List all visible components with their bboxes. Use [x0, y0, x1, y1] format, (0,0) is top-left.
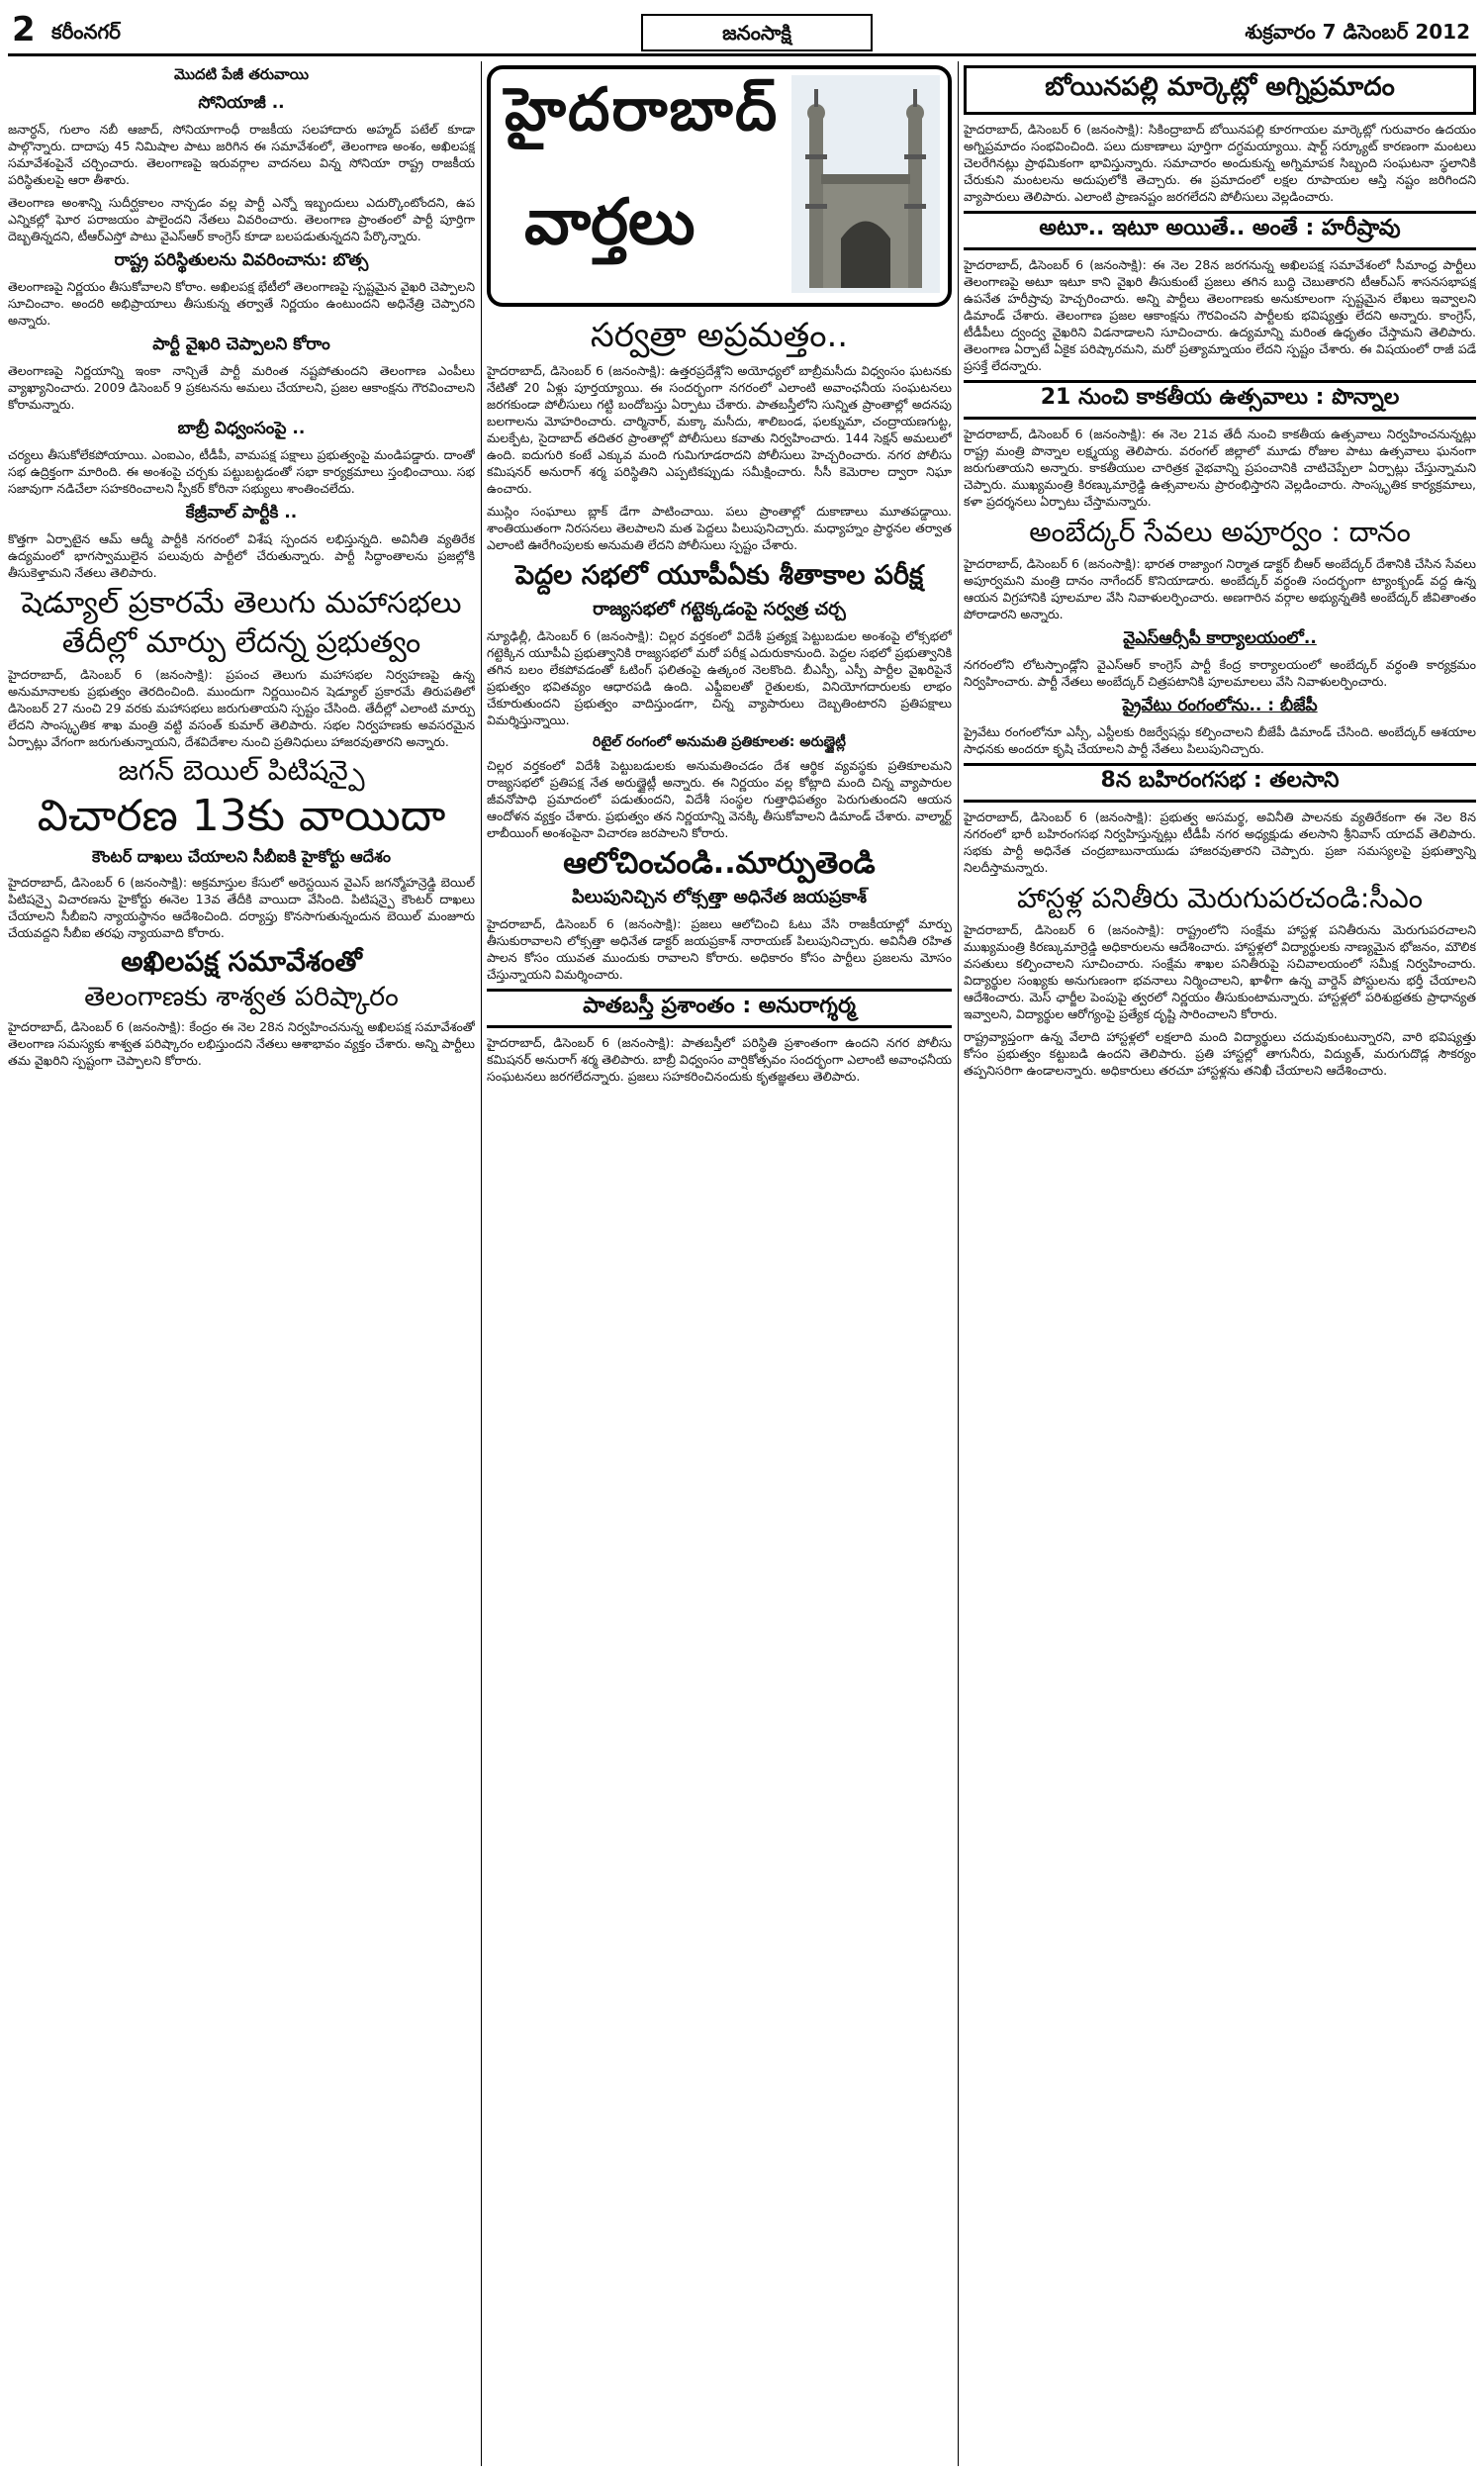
story-subhead: బాబ్రీ విధ్వంసంపై ..	[177, 419, 306, 438]
story-body: హైదరాబాద్, డిసెంబర్ 6 (జనంసాక్షి): ప్రజలు ఆలోచించి ఓటు వేసి రాజకీయాల్లో మార్పు తీసుకురావాలని లోక్సత్తా అధినేత డాక్టర్ జయప్రకాశ్ నారాయణ్ పిలుపునిచ్చారు. అవినీతి రహిత పాలన కోసం యువత ముందుకు రావాలని కోరారు. అధికారం కోసం పార్టీలు ప్రజలను మోసం చేస్తున్నాయని విమర్శించారు.	[487, 916, 952, 982]
story-body: నగరంలోని లోటస్పాండ్లోని వైఎస్ఆర్ కాంగ్రెస్ పార్టీ కేంద్ర కార్యాలయంలో అంబేద్కర్ వర్ధంతి కార్యక్రమం నిర్వహించారు. పార్టీ నేతలు అంబేద్కర్ చిత్రపటానికి పూలమాలలు వేసి నివాళులర్పించారు.	[964, 657, 1476, 689]
story-body: హైదరాబాద్, డిసెంబర్ 6 (జనంసాక్షి): రాష్ట్రంలోని సంక్షేమ హాస్టళ్ల పనితీరును మెరుగుపరచాలని ముఖ్యమంత్రి కిరణ్కుమార్రెడ్డి అధికారులను ఆదేశించారు. హాస్టళ్లలో విద్యార్థులకు నాణ్యమైన భోజనం, మౌలిక వసతులు కల్పించాలని సూచించారు. సంక్షేమ శాఖల పనితీరుపై సచివాలయంలో సమీక్ష నిర్వహించారు. విద్యార్థుల సంఖ్యకు అనుగుణంగా భవనాలు నిర్మించాలని, ఖాళీగా ఉన్న వార్డెన్ పోస్టులను భర్తీ చేయాలని ఆదేశించారు. మెస్ ఛార్జీల పెంపుపై త్వరలో నిర్ణయం తీసుకుంటామన్నారు. హాస్టళ్లలో పరిశుభ్రతకు ప్రాధాన్యత ఇవ్వాలని, విద్యార్థుల ఆరోగ్యంపై ప్రత్యేక దృష్టి సారించాలని కోరారు.	[964, 922, 1476, 1021]
story-body: తెలంగాణ అంశాన్ని సుదీర్ఘకాలం నాన్చడం వల్ల పార్టీ ఎన్నో ఇబ్బందులు ఎదుర్కొంటోందని, ఉప ఎన్నికల్లో ఘోర పరాజయం పాలైందని నేతలు వివరించారు. తెలంగాణ ప్రాంతంలో పార్టీ పూర్తిగా దెబ్బతిన్నదని, టీఆర్ఎస్తో పాటు వైఎస్ఆర్ కాంగ్రెస్ కూడా బలపడుతున్నదని పేర్కొన్నారు.	[8, 195, 475, 243]
story-body: హైదరాబాద్, డిసెంబర్ 6 (జనంసాక్షి): భారత రాజ్యాంగ నిర్మాత డాక్టర్ బీఆర్ అంబేద్కర్ దేశానికి చేసిన సేవలు అపూర్వమని మంత్రి దానం నాగేందర్ కొనియాడారు. అంబేద్కర్ వర్ధంతి సందర్భంగా ట్యాంక్బండ్ వద్ద ఉన్న ఆయన విగ్రహానికి పూలమాల వేసి నివాళులర్పించారు. అణగారిన వర్గాల అభ్యున్నతికి అంబేద్కర్ జీవితాంతం పోరాడారని అన్నారు.	[964, 556, 1476, 621]
story-subhead: రాష్ట్ర పరిస్థితులను వివరించాను: బొత్స	[114, 250, 369, 270]
headline-jp: ఆలోచించండి..మార్పుతెండి	[563, 846, 876, 881]
story-body: న్యూఢిల్లీ, డిసెంబర్ 6 (జనంసాక్షి): చిల్లర వర్తకంలో విదేశీ ప్రత్యక్ష పెట్టుబడుల అంశంపై లోక్సభలో గట్టెక్కిన యూపీఏ ప్రభుత్వానికి రాజ్యసభలో మరో పరీక్ష ఎదురుకానుంది. పెద్దల సభలో ప్రభుత్వానికి తగిన బలం లేకపోవడంతో ఓటింగ్ ఫలితంపై ఉత్కంఠ నెలకొంది. బీఎస్పీ, ఎస్పీ పార్టీల వైఖరిపైనే ప్రభుత్వం భవితవ్యం ఆధారపడి ఉంది. ఎఫ్డీఐలతో రైతులకు, వినియోగదారులకు లాభం చేకూరుతుందని ప్రభుత్వం వాదిస్తుండగా, చిన్న వ్యాపారులు దెబ్బతింటారని ప్రతిపక్షాలు విమర్శిస్తున్నాయి.	[487, 628, 952, 727]
headline-kakatiya: 21 నుంచి కాకతీయ ఉత్సవాలు : పొన్నాల	[964, 380, 1476, 420]
story-body: హైదరాబాద్, డిసెంబర్ 6 (జనంసాక్షి): ప్రభుత్వ అసమర్థ, అవినీతి పాలనకు వ్యతిరేకంగా ఈ నెల 8న నగరంలో భారీ బహిరంగసభ నిర్వహిస్తున్నట్లు టీడీపీ నగర అధ్యక్షుడు తలసాని శ్రీనివాస్ యాదవ్ తెలిపారు. సభకు పార్టీ అధినేత చంద్రబాబునాయుడు హాజరవుతారని చెప్పారు. ప్రజా సమస్యలపై ప్రభుత్వాన్ని నిలదీస్తామన్నారు.	[964, 809, 1476, 875]
story-deck: పిలుపునిచ్చిన లోక్సత్తా అధినేత జయప్రకాశ్	[572, 887, 867, 907]
story-deck: రాజ్యసభలో గట్టెక్కడంపై సర్వత్ర చర్చ	[593, 599, 846, 619]
headline-sarvatra: సర్వత్రా అప్రమత్తం..	[590, 316, 849, 355]
story-body: రాష్ట్రవ్యాప్తంగా ఉన్న వేలాది హాస్టళ్లలో లక్షలాది మంది విద్యార్థులు చదువుకుంటున్నారని, వారి భవిష్యత్తు కోసం ప్రభుత్వం కట్టుబడి ఉందని తెలిపారు. ప్రతి హాస్టల్లో తాగునీరు, విద్యుత్, మరుగుదొడ్ల సౌకర్యం తప్పనిసరిగా ఉండాలన్నారు. అధికారులు తరచూ హాస్టళ్లను తనిఖీ చేయాలని ఆదేశించారు.	[964, 1029, 1476, 1078]
charminar-icon	[791, 75, 940, 293]
issue-date: శుక్రవారం 7 డిసెంబర్ 2012	[1245, 20, 1470, 44]
page-number: 2	[12, 10, 36, 49]
story-body: హైదరాబాద్, డిసెంబర్ 6 (జనంసాక్షి): ప్రపంచ తెలుగు మహాసభల నిర్వహణపై ఉన్న అనుమానాలకు ప్రభుత్వం తెరదించింది. ముందుగా నిర్ణయించిన షెడ్యూల్ ప్రకారమే తిరుపతిలో డిసెంబర్ 27 నుంచి 29 వరకు మహాసభలు జరుగుతాయని స్పష్టం చేసింది. తేదీల్లో ఎలాంటి మార్పు లేదని సాంస్కృతిక శాఖ మంత్రి వట్టి వసంత్ కుమార్ తెలిపారు. సభల నిర్వహణకు అవసరమైన ఏర్పాట్లు వేగంగా జరుగుతున్నాయని, దేశవిదేశాల నుంచి ప్రతినిధులు హాజరవుతారని అన్నారు.	[8, 667, 475, 749]
headline-hostels: హాస్టళ్ల పనితీరు మెరుగుపరచండి:సీఎం	[1016, 882, 1424, 914]
headline-telugu-sabhalu-2: తేదీల్లో మార్పు లేదన్న ప్రభుత్వం	[61, 625, 421, 660]
story-body: హైదరాబాద్, డిసెంబర్ 6 (జనంసాక్షి): కేంద్రం ఈ నెల 28న నిర్వహించనున్న అఖిలపక్ష సమావేశంతో తెలంగాణ సమస్యకు శాశ్వత పరిష్కారం లభిస్తుందని నేతలు ఆశాభావం వ్యక్తం చేశారు. అన్ని పార్టీలు తమ వైఖరిని స్పష్టంగా చెప్పాలని కోరారు.	[8, 1019, 475, 1068]
story-subhead: ప్రైవేటు రంగంలోను.. : బీజేపీ	[1122, 696, 1318, 715]
story-body: హైదరాబాద్, డిసెంబర్ 6 (జనంసాక్షి): సికింద్రాబాద్ బోయినపల్లి కూరగాయల మార్కెట్లో గురువారం ఉదయం అగ్నిప్రమాదం సంభవించింది. పలు దుకాణాలు పూర్తిగా దగ్ధమయ్యాయి. షార్ట్ సర్క్యూట్ కారణంగా మంటలు చెలరేగినట్లు ప్రాథమికంగా భావిస్తున్నారు. సమాచారం అందుకున్న అగ్నిమాపక సిబ్బంది సంఘటనా స్థలానికి చేరుకుని మంటలను అదుపులోకి తెచ్చారు. ఈ ప్రమాదంలో లక్షల రూపాయల ఆస్తి నష్టం జరిగిందని వ్యాపారులు తెలిపారు. ఎలాంటి ప్రాణనష్టం జరగలేదని పోలీసులు వెల్లడించారు.	[964, 122, 1476, 204]
headline-jagan-bail: జగన్ బెయిల్ పిటిషన్పై	[118, 754, 365, 787]
story-body: హైదరాబాద్, డిసెంబర్ 6 (జనంసాక్షి): ఈ నెల 28న జరగనున్న అఖిలపక్ష సమావేశంలో సీమాంధ్ర పార్టీలు తెలంగాణపై అటూ ఇటూ కాని వైఖరి తీసుకుంటే ప్రజలు తగిన బుద్ధి చెబుతారని టీఆర్ఎస్ శాసనసభాపక్ష ఉపనేత హరీష్రావు హెచ్చరించారు. అన్ని పార్టీలు తెలంగాణకు అనుకూలంగా స్పష్టమైన లేఖలు ఇవ్వాలని డిమాండ్ చేశారు. తెలంగాణ ప్రజల ఆకాంక్షను గౌరవించని పార్టీలకు భవిష్యత్తు లేదని అన్నారు. కాంగ్రెస్, టీడీపీలు ద్వంద్వ వైఖరిని విడనాడాలని సూచించారు. ఉద్యమాన్ని మరింత ఉధృతం చేస్తామని తెలిపారు. తెలంగాణ ఏర్పాటే ఏకైక పరిష్కారమని, మరో ప్రత్యామ్నాయం లేదని స్పష్టం చేశారు. ఈ విషయంలో రాజీ పడే ప్రసక్తే లేదన్నారు.	[964, 257, 1476, 373]
section-name: కరీంనగర్	[51, 20, 121, 44]
headline-ambedkar: అంబేద్కర్ సేవలు అపూర్వం : దానం	[1029, 516, 1411, 548]
story-body: తెలంగాణపై నిర్ణయం తీసుకోవాలని కోరాం. అఖిలపక్ష భేటీలో తెలంగాణపై స్పష్టమైన వైఖరి చెప్పాలని సూచించాం. అందరి అభిప్రాయాలు తీసుకున్న తర్వాతే నిర్ణయం ఉంటుందని అధినేత్రి చెప్పారని అన్నారు.	[8, 279, 475, 328]
banner-subtitle: వార్తలు	[524, 186, 696, 259]
headline-jagan-bail-2: విచారణ 13కు వాయిదా	[37, 791, 446, 841]
story-body: చిల్లర వర్తకంలో విదేశీ పెట్టుబడులకు అనుమతించడం దేశ ఆర్థిక వ్యవస్థకు ప్రతికూలమని రాజ్యసభలో ప్రతిపక్ష నేత అరుణ్జైట్లీ అన్నారు. ఈ నిర్ణయం వల్ల కోట్లాది మంది చిన్న వ్యాపారుల జీవనోపాధి ప్రమాదంలో పడుతుందని, విదేశీ సంస్థల గుత్తాధిపత్యం పెరుగుతుందని ఆయన ఆందోళన వ్యక్తం చేశారు. ప్రభుత్వం తన నిర్ణయాన్ని వెనక్కి తీసుకోవాలని డిమాండ్ చేశారు. వాల్మార్ట్ లాబీయింగ్ అంశంపైనా విచారణ జరపాలని కోరారు.	[487, 758, 952, 840]
column-divider	[958, 61, 959, 2466]
story-deck: కౌంటర్ దాఖలు చేయాలని సీబీఐకి హైకోర్టు ఆదేశం	[91, 847, 391, 866]
headline-all-party: అఖిలపక్ష సమావేశంతో	[121, 945, 362, 978]
page-header	[8, 8, 1476, 56]
story-body: ముస్లిం సంఘాలు బ్లాక్ డేగా పాటించాయి. పలు ప్రాంతాల్లో దుకాణాలు మూతపడ్డాయి. శాంతియుతంగా నిరసనలు తెలపాలని మత పెద్దలు పిలుపునిచ్చారు. మధ్యాహ్నం ప్రార్థనల తర్వాత ఎలాంటి ఊరేగింపులకు అనుమతి లేదని పోలీసులు స్పష్టం చేశారు.	[487, 504, 952, 552]
column-right	[964, 61, 1476, 2466]
headline-harish: అటూ.. ఇటూ అయితే.. అంతే : హరీష్రావు	[964, 211, 1476, 250]
story-subhead: వైఎస్ఆర్సీపీ కార్యాలయంలో..	[1123, 628, 1317, 648]
story-body: ప్రైవేటు రంగంలోనూ ఎస్సీ, ఎస్టీలకు రిజర్వేషన్లు కల్పించాలని బీజేపీ డిమాండ్ చేసింది. అంబేద్కర్ ఆశయాల సాధనకు అందరూ కృషి చేయాలని పార్టీ నేతలు పిలుపునిచ్చారు.	[964, 724, 1476, 756]
banner-title: హైదరాబాద్	[505, 75, 780, 144]
story-subhead: రిటైల్ రంగంలో అనుమతి ప్రతికూలత: అరుణ్జైట్లీ	[593, 734, 846, 750]
column-middle	[487, 61, 952, 2466]
story-body: హైదరాబాద్, డిసెంబర్ 6 (జనంసాక్షి): అక్రమాస్తుల కేసులో అరెస్టయిన వైఎస్ జగన్మోహన్రెడ్డి బెయిల్ పిటిషన్పై విచారణను హైకోర్టు ఈనెల 13వ తేదీకి వాయిదా వేసింది. పిటిషన్పై కౌంటర్ దాఖలు చేయాలని సీబీఐని న్యాయస్థానం ఆదేశించింది. దర్యాప్తు కొనసాగుతున్నందున బెయిల్ మంజూరు చేయవద్దని సీబీఐ తరఫు న్యాయవాది కోరారు.	[8, 875, 475, 940]
story-body: హైదరాబాద్, డిసెంబర్ 6 (జనంసాక్షి): ఈ నెల 21వ తేదీ నుంచి కాకతీయ ఉత్సవాలు నిర్వహించనున్నట్లు రాష్ట్ర మంత్రి పొన్నాల లక్ష్మయ్య తెలిపారు. వరంగల్ జిల్లాలో మూడు రోజుల పాటు ఉత్సవాలు ఘనంగా జరుగుతాయని అన్నారు. కాకతీయుల చారిత్రక వైభవాన్ని ప్రపంచానికి చాటిచెప్పేలా ఏర్పాట్లు చేస్తున్నామని చెప్పారు. ముఖ్యమంత్రి కిరణ్కుమార్రెడ్డి ఉత్సవాలను ప్రారంభిస్తారని వెల్లడించారు. సాంస్కృతిక కార్యక్రమాలు, కళా ప్రదర్శనలు ఏర్పాటు చేస్తామన్నారు.	[964, 427, 1476, 509]
masthead-logo: జనంసాక్షి	[641, 14, 873, 51]
story-body: తెలంగాణపై నిర్ణయాన్ని ఇంకా నాన్చితే పార్టీ మరింత నష్టపోతుందని తెలంగాణ ఎంపీలు వ్యాఖ్యానించారు. 2009 డిసెంబర్ 9 ప్రకటనను అమలు చేయాలని, ప్రజల ఆకాంక్షను గౌరవించాలని కోరామన్నారు.	[8, 363, 475, 412]
headline-all-party-2: తెలంగాణకు శాశ్వత పరిష్కారం	[84, 982, 399, 1012]
headline-telugu-sabhalu: షెడ్యూల్ ప్రకారమే తెలుగు మహాసభలు	[21, 586, 462, 620]
story-subhead: పార్టీ వైఖరి చెప్పాలని కోరాం	[152, 334, 330, 354]
story-subhead: కేజ్రీవాల్ పార్టీకి ..	[185, 503, 298, 523]
story-body: హైదరాబాద్, డిసెంబర్ 6 (జనంసాక్షి): ఉత్తరప్రదేశ్లోని అయోధ్యలో బాబ్రీమసీదు విధ్వంసం ఘటనకు నేటితో 20 ఏళ్లు పూర్తయ్యాయి. ఈ సందర్భంగా నగరంలో ఎలాంటి అవాంఛనీయ సంఘటనలు జరగకుండా పోలీసులు గట్టి బందోబస్తు ఏర్పాటు చేశారు. పాతబస్తీలోని సున్నిత ప్రాంతాల్లో అదనపు బలగాలను మోహరించారు. చార్మినార్, మక్కా మసీదు, శాలిబండ, ఫలక్నుమా, చంద్రాయణగుట్ట, మలక్పేట, సైదాబాద్ తదితర ప్రాంతాల్లో పోలీసులు కవాతు నిర్వహించారు. 144 సెక్షన్ అమలులో ఉంది. ఐదుగురి కంటే ఎక్కువ మంది గుమిగూడరాదని పోలీసులు హెచ్చరించారు. నగర పోలీసు కమిషనర్ అనురాగ్ శర్మ పరిస్థితిని ఎప్పటికప్పుడు సమీక్షించారు. సీసీ కెమెరాల ద్వారా నిఘా ఉంచారు.	[487, 363, 952, 496]
headline-fire: బోయినపల్లి మార్కెట్లో అగ్నిప్రమాదం	[964, 65, 1476, 115]
headline-pathabasti: పాతబస్తీ ప్రశాంతం : అనురాగ్శర్మ	[487, 989, 952, 1028]
story-body: చర్యలు తీసుకోలేకపోయాయి. ఎంఐఎం, టీడీపీ, వామపక్ష పక్షాలు ప్రభుత్వంపై మండిపడ్డారు. దాంతో సభ ఉద్రిక్తంగా మారింది. ఈ అంశంపై చర్చకు పట్టుబట్టడంతో సభా కార్యక్రమాలు స్తంభించాయి. సభ సజావుగా నడిచేలా సహకరించాలని స్పీకర్ కోరినా సభ్యులు శాంతించలేదు.	[8, 447, 475, 496]
story-body: హైదరాబాద్, డిసెంబర్ 6 (జనంసాక్షి): పాతబస్తీలో పరిస్థితి ప్రశాంతంగా ఉందని నగర పోలీసు కమిషనర్ అనురాగ్ శర్మ తెలిపారు. బాబ్రీ విధ్వంసం వార్షికోత్సవం సందర్భంగా ఎలాంటి అవాంఛనీయ సంఘటనలు జరగలేదన్నారు. ప్రజలు సహకరించినందుకు కృతజ్ఞతలు తెలిపారు.	[487, 1035, 952, 1084]
story-body: జనార్ధన్, గులాం నబీ ఆజాద్, సోనియాగాంధీ రాజకీయ సలహాదారు అహ్మద్ పటేల్ కూడా పాల్గొన్నారు. దాదాపు 45 నిమిషాల పాటు జరిగిన ఈ సమావేశంలో, తెలంగాణ అంశం, అఖిలపక్ష సమావేశంపైనే చర్చించారు. తెలంగాణపై ఇరువర్గాల వాదనలు విన్న సోనియా రాష్ట్ర రాజకీయ పరిస్థితులపై ఆరా తీశారు.	[8, 122, 475, 187]
continuation-kicker: మొదటి పేజీ తరువాయి	[173, 65, 310, 83]
story-subhead: సోనియాజీ ..	[198, 93, 285, 113]
hyderabad-news-banner	[487, 65, 952, 307]
column-left	[8, 61, 475, 2466]
headline-talasani: 8న బహిరంగసభ : తలసాని	[964, 763, 1476, 803]
story-body: కొత్తగా ఏర్పాటైన ఆమ్ ఆద్మీ పార్టీకి నగరంలో విశేష స్పందన లభిస్తున్నది. అవినీతి వ్యతిరేక ఉద్యమంలో భాగస్వాములైన పలువురు పార్టీలో చేరుతున్నారు. పార్టీ సిద్ధాంతాలను ప్రజల్లోకి తీసుకెళ్తామని నేతలు తెలిపారు.	[8, 531, 475, 580]
column-divider	[481, 61, 482, 2466]
headline-fdi: పెద్దల సభలో యూపీఏకు శీతాకాల పరీక్ష	[514, 560, 924, 591]
